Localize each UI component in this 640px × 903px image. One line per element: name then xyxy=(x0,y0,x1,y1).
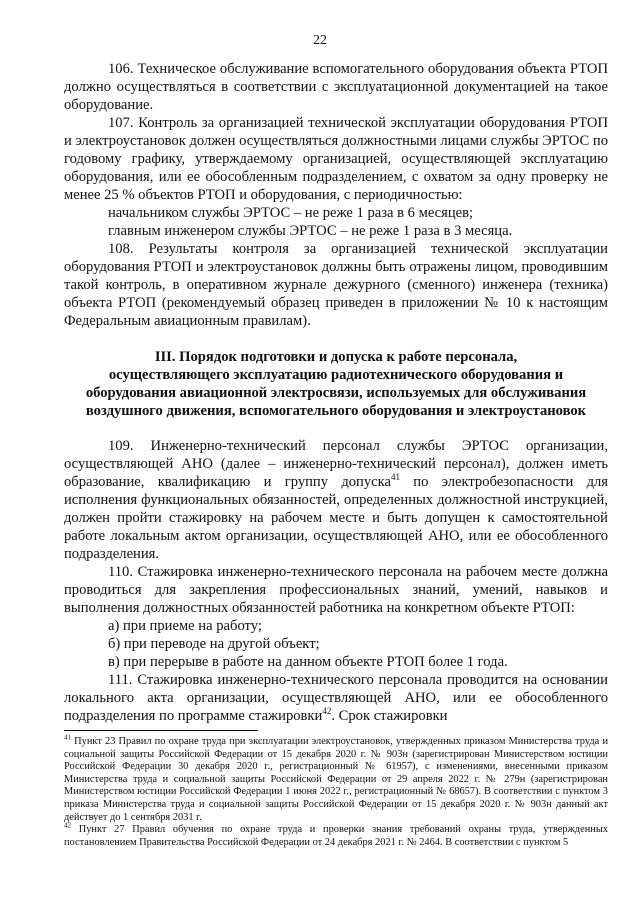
footnote-ref-42: 42 xyxy=(322,706,332,717)
paragraph-111-text-cont: . Срок стажировки xyxy=(331,708,448,724)
paragraph-107-item-1: начальником службы ЭРТОС – не реже 1 раза в 6 месяцев; xyxy=(108,205,474,221)
footnote-separator xyxy=(64,730,258,731)
paragraph-111-text: 111. Стажировка инженерно-технического персонала проводится на основании локального акта организации, осуществляющей АНО, или ее обособленного подразделения по программе стажировки xyxy=(64,672,608,724)
paragraph-111 xyxy=(64,671,608,725)
paragraph-109 xyxy=(64,437,608,563)
paragraph-109-text: 109. Инженерно-технический персонал службы ЭРТОС организации, осуществляющей АНО (далее – инженерно-технический персонал), должен иметь образование, квалификацию и группу допуска xyxy=(64,438,608,490)
footnote-mark-41: 41 xyxy=(64,733,71,742)
section-heading xyxy=(64,348,608,420)
page-number: 22 xyxy=(313,33,327,48)
section-heading-line: воздушного движения, вспомогательного оборудования и электроустановок xyxy=(85,403,587,419)
paragraph-108: 108. Результаты контроля за организацией технической эксплуатации оборудования РТОП и электроустановок должны быть отражены лицом, проводившим такой контроль, в оперативном журнале дежурного (сменного) инженера (техника) объекта РТОП (рекомендуемый образец приведен в приложении № 10 к настоящим Федеральным авиационным правилам). xyxy=(64,241,608,329)
document-body xyxy=(64,60,608,725)
footnotes xyxy=(64,733,608,849)
footnote-42-text: Пункт 27 Правил обучения по охране труда и проверки знания требований охраны труда, утвержденных постановлением Правительства Российской Федерации от 24 декабря 2021 г. № 2464. В соответствии с пунктом 5 xyxy=(64,824,608,848)
paragraph-106: 106. Техническое обслуживание вспомогательного оборудования объекта РТОП должно осуществляться в соответствии с эксплуатационной документацией на такое оборудование. xyxy=(64,61,608,113)
paragraph-107: 107. Контроль за организацией технической эксплуатации оборудования РТОП и электроустановок должен осуществляться должностными лицами службы ЭРТОС по годовому графику, утверждаемому организацией, осуществляющей эксплуатацию оборудования, или ее обособленным подразделением, с охватом за одну проверку не менее 25 % объектов РТОП и оборудования, с периодичностью: xyxy=(64,115,608,203)
section-heading-line: осуществляющего эксплуатацию радиотехнического оборудования и xyxy=(108,367,564,383)
paragraph-110: 110. Стажировка инженерно-технического персонала на рабочем месте должна проводиться для закрепления профессиональных знаний, умений, навыков и выполнения должностных обязанностей работника на конкретном объекте РТОП: xyxy=(64,564,608,616)
footnote-mark-42: 42 xyxy=(64,821,71,830)
footnote-41-text: Пункт 23 Правил по охране труда при эксплуатации электроустановок, утвержденных приказом Министерства труда и социальной защиты Российской Федерации от 15 декабря 2020 г. № 903н (зарегистрирован Министерством юстиции Российской Федерации 30 декабря 2020 г., регистрационный № 61957), с изменениями, внесенными приказом Министерства труда и социальной защиты Российской Федерации от 29 апреля 2022 г. № 279н (зарегистрирован Министерством юстиции Российской Федерации 1 июня 2022 г., регистрационный № 68657). В соответствии с пунктом 3 приказа Министерства труда и социальной защиты Российской Федерации от 15 декабря 2020 г. № 903н данный акт действует до 1 сентября 2031 г. xyxy=(64,736,608,823)
section-heading-line: III. Порядок подготовки и допуска к работе персонала, xyxy=(154,349,518,365)
footnote-41 xyxy=(64,733,608,824)
paragraph-107-item-2: главным инженером службы ЭРТОС – не реже 1 раза в 3 месяца. xyxy=(108,223,513,239)
footnote-ref-41: 41 xyxy=(390,472,400,483)
section-heading-line: оборудования авиационной электросвязи, используемых для обслуживания xyxy=(85,385,587,401)
footnote-42 xyxy=(64,821,608,849)
paragraph-109-text-cont: по электробезопасности для исполнения функциональных обязанностей, определенных должностной инструкцией, должен пройти стажировку на рабочем месте и быть допущен к самостоятельной работе локальным актом организации, осуществляющей АНО, или ее обособленного подразделения. xyxy=(64,474,608,562)
list-item-c: в) при перерыве в работе на данном объекте РТОП более 1 года. xyxy=(108,654,508,670)
list-item-b: б) при переводе на другой объект; xyxy=(108,636,320,652)
list-item-a: а) при приеме на работу; xyxy=(108,618,262,634)
